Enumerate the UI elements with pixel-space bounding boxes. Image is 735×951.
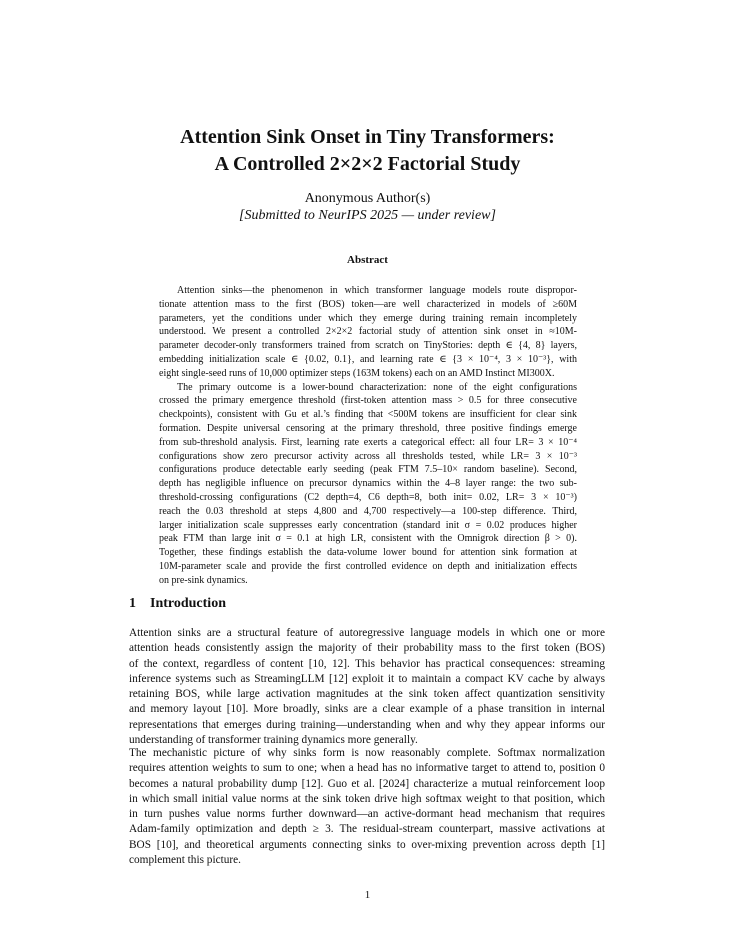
abstract-line: reach the 0.03 threshold at steps 4,800 and 4,700 respectively—a 100-step difference. Third, [159,505,577,517]
section-heading-introduction [129,596,226,612]
body-line: of the context, regardless of content [10, 12]. This behavior has practical consequences: streaming [129,657,605,670]
body-line: representations that emerges during training—understanding when and why they appear informs our [129,718,605,731]
abstract-line: tionate attention mass to the first (BOS) token—are well characterized in models of ≥60M [159,298,577,310]
intro-paragraph-1 [129,626,605,748]
abstract-line: on pre-sink dynamics. [159,574,248,586]
abstract-line: parameter decoder-only transformers trained from scratch on TinyStories: depth ∈ {4, 8} layers, [159,340,577,352]
abstract-heading: Abstract [347,254,388,266]
abstract-line: Attention sinks—the phenomenon in which transformer language models route dispropor- [177,285,577,296]
abstract-line: formation. Despite universal censoring at the primary threshold, three positive findings emerge [159,422,577,434]
title-line-2: A Controlled 2×2×2 Factorial Study [214,153,521,175]
abstract-line: parameters, yet the conditions under which they emerge during training remain incompletely [159,312,577,324]
abstract-line: crossed the primary emergence threshold (first-token attention mass > 0.5 for three consecutive [159,395,577,407]
body-line: requires attention weights to sum to one; when a head has no informative target to attend to, position 0 [129,762,605,775]
body-line: inference systems such as StreamingLLM [12] exploit it to maintain a compact KV cache by always [129,672,605,685]
abstract-line: understood. We present a controlled 2×2×2 factorial study of attention sink onset in ≈10M- [159,326,577,338]
abstract-line: peak FTM than large init σ = 0.1 at high LR, consistent with the Omnigrok direction β > 0). [159,533,577,545]
abstract-line: larger initialization scale suppresses early concentration (standard init σ = 0.02 produces higher [159,519,577,531]
body-line: BOS [10], and theoretical arguments connecting sinks to over-mixing prevention across depth [1] [129,838,605,851]
venue-note: [Submitted to NeurIPS 2025 — under review] [239,208,496,223]
abstract-line: Together, these findings establish the data-volume lower bound for attention sink formation at [159,547,577,559]
body-line: retaining BOS, while large activation magnitudes at the sink token affect quantization sensitivity [129,688,605,701]
paper-title [0,124,735,178]
section-title: Introduction [150,596,226,611]
abstract-line: configurations show zero precursor activity across all thresholds tested, while LR= 3 × 10⁻³ [159,450,577,462]
abstract-line: from sub-threshold analysis. First, learning rate exerts a categorical effect: all four LR= 3 × 10⁻⁴ [159,436,577,448]
authors: Anonymous Author(s) [304,191,431,206]
body-line: Adam-family optimization and depth ≥ 3. The residual-stream counterpart, massive activations at [129,823,605,836]
body-line: understanding of transformer training dynamics more generally. [129,734,418,747]
abstract-line: eight single-seed runs of 10,000 optimizer steps (163M tokens) each on an AMD Instinct MI300X. [159,367,555,379]
page-number: 1 [364,889,371,901]
body-line: complement this picture. [129,854,241,867]
body-line: in which small initial value norms at the sink token drive high softmax weight to that position, which [129,792,605,805]
intro-paragraph-2 [129,746,605,868]
abstract-line: configurations produce detectable early seeding (peak FTM 7.5–10× random baseline). Second, [159,464,577,476]
abstract-body [159,284,577,588]
abstract-line: depth has negligible influence on precursor dynamics within the 4–8 layer range: the two sub- [159,478,577,490]
abstract-line: checkpoints), consistent with Gu et al.’s finding that <500M tokens are insufficient for clear sink [159,409,577,421]
body-line: attention heads consistently assign the majority of their probability mass to the first token (BOS) [129,642,605,655]
body-line: in turn pushes value norms further downward—an active-dormant head mechanism that requires [129,808,605,821]
body-line: becomes a natural probability dump [12]. Guo et al. [2024] characterize a mutual reinforcement loop [129,777,605,790]
abstract-line: threshold-crossing configurations (C2 depth=4, C6 depth=8, both init= 0.02, LR= 3 × 10⁻³) [159,491,577,503]
abstract-line: embedding initialization scale ∈ {0.02, 0.1}, and learning rate ∈ {3 × 10⁻⁴, 3 × 10⁻³}, with [159,353,577,365]
abstract-line: The primary outcome is a lower-bound characterization: none of the eight configurations [177,381,577,393]
section-number: 1 [129,596,136,611]
body-line: The mechanistic picture of why sinks form is now reasonably complete. Softmax normalization [129,747,605,759]
title-line-1: Attention Sink Onset in Tiny Transformers: [180,126,555,148]
abstract-line: 10M-parameter scale and provide the first controlled evidence on depth and initialization effects [159,560,577,572]
body-line: and memory layout [10]. More broadly, sinks are a clear example of a phase transition in internal [129,703,605,716]
body-line: Attention sinks are a structural feature of autoregressive language models in which one or more [129,627,605,639]
